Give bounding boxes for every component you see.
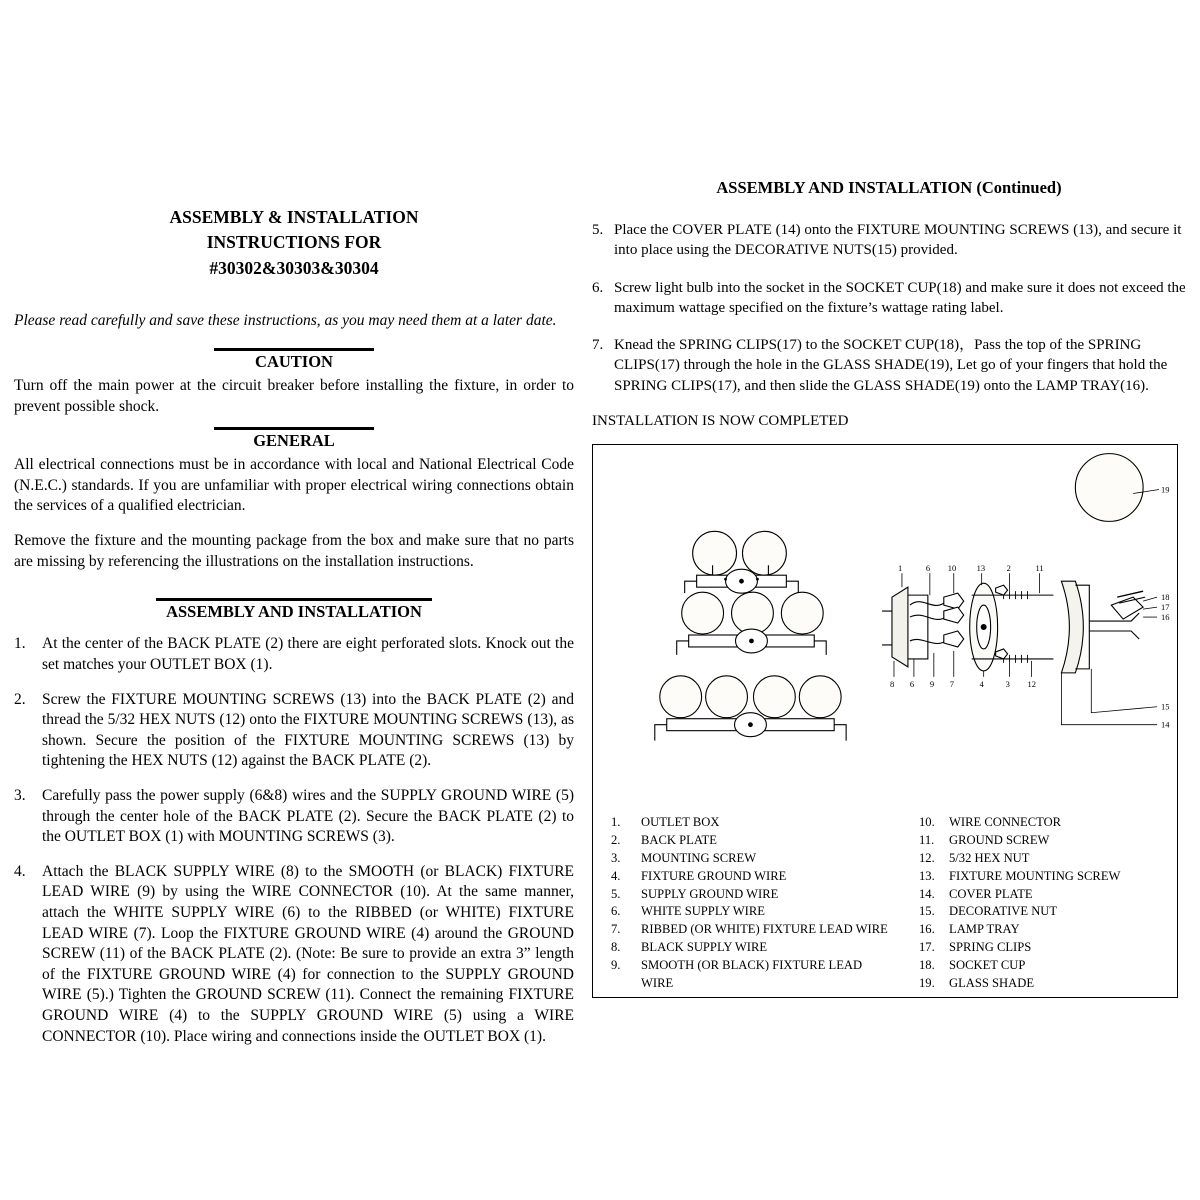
part-label: GROUND SCREW bbox=[949, 832, 1050, 847]
assembly-step bbox=[14, 862, 574, 1047]
fixture-diagram bbox=[593, 445, 1177, 825]
part-number: 4. bbox=[611, 868, 621, 883]
title-line-1: ASSEMBLY & INSTALLATION bbox=[169, 207, 419, 227]
right-column-title: ASSEMBLY AND INSTALLATION (Continued) bbox=[716, 178, 1062, 197]
step-number: 6. bbox=[592, 279, 604, 296]
step-number: 1. bbox=[14, 635, 26, 653]
left-column bbox=[14, 205, 574, 1061]
part-label: BLACK SUPPLY WIRE bbox=[641, 940, 768, 955]
exploded-assembly-view bbox=[882, 454, 1159, 725]
caution-heading-text: CAUTION bbox=[255, 352, 333, 372]
callout-2: 2 bbox=[1006, 563, 1011, 574]
part-number: 6. bbox=[611, 904, 621, 919]
parts-legend bbox=[593, 814, 1177, 989]
intro-note: Please read carefully and save these instructions, as you may need them at a later date. bbox=[14, 312, 557, 330]
continued-step bbox=[592, 278, 1186, 319]
part-number: 9. bbox=[611, 958, 621, 972]
step-text: Screw the FIXTURE MOUNTING SCREWS (13) into the BACK PLATE (2) and thread the 5/32 HEX NUTS (12) onto the FIXTURE MOUNTING SCREWS (13), as shown. Secure the position of the FIXTURE MOUNTING SCREWS (13) by tightening the HEX NUTS (12) against the BACK PLATE (2). bbox=[42, 690, 574, 770]
title-line-2: INSTRUCTIONS FOR bbox=[206, 232, 382, 253]
part-label: RIBBED (OR WHITE) FIXTURE LEAD WIRE bbox=[641, 922, 888, 937]
callout-1: 1 bbox=[897, 563, 903, 574]
part-number: 10. bbox=[919, 815, 935, 829]
part-item bbox=[919, 903, 1173, 921]
step-text: Screw light bulb into the socket in the SOCKET CUP(18) and make sure it does not exceed the maximum wattage specified on the fixture’s wattage rating label. bbox=[614, 279, 1186, 316]
step-number: 4. bbox=[14, 862, 26, 880]
part-item-continuation bbox=[611, 975, 911, 993]
step-text: Attach the BLACK SUPPLY WIRE (8) to the SMOOTH (or BLACK) FIXTURE LEAD WIRE (9) by using the WIRE CONNECTOR (10). At the same manner, attach the WHITE SUPPLY WIRE (6) to the RIBBED (or WHITE) FIXTURE LEAD WIRE (7). Loop the FIXTURE GROUND WIRE (4) around the GROUND SCREW (11) of the BACK PLATE (2). (Note: Be sure to provide an extra 3” length of the FIXTURE GROUND WIRE (4) for connection to the SUPPLY GROUND WIRE (5).) Tighten the GROUND SCREW (11). Connect the remaining FIXTURE GROUND WIRE (4) to the SUPPLY GROUND WIRE (5) using a WIRE CONNECTOR (10). Place wiring and connections inside the OUTLET BOX (1). bbox=[42, 862, 574, 1045]
part-number: 13. bbox=[919, 868, 935, 883]
callout-18: 18 bbox=[1161, 592, 1170, 603]
assembly-step bbox=[14, 786, 574, 848]
part-number: 1. bbox=[611, 815, 621, 829]
callout-7: 7 bbox=[949, 678, 955, 689]
title-line-3: #30302&30303&30304 bbox=[209, 257, 379, 278]
part-number: 8. bbox=[611, 940, 621, 955]
step-number: 3. bbox=[14, 786, 26, 804]
part-label: FIXTURE GROUND WIRE bbox=[641, 868, 787, 883]
part-label: LAMP TRAY bbox=[949, 922, 1020, 937]
document-title bbox=[14, 205, 574, 281]
part-number: 19. bbox=[919, 975, 935, 990]
part-number: 14. bbox=[919, 886, 935, 901]
callout-10: 10 bbox=[947, 563, 957, 574]
part-item bbox=[611, 850, 911, 868]
step-number: 7. bbox=[592, 337, 604, 353]
assembly-step-list bbox=[14, 634, 574, 1047]
part-item bbox=[919, 886, 1173, 904]
part-label: SMOOTH (OR BLACK) FIXTURE LEAD bbox=[641, 958, 863, 972]
continued-step bbox=[592, 220, 1186, 261]
part-item bbox=[611, 886, 911, 904]
step-text: At the center of the BACK PLATE (2) there are eight perforated slots. Knock out the set matches your OUTLET BOX (1). bbox=[42, 635, 574, 673]
part-item bbox=[611, 939, 911, 957]
installation-completed-text: INSTALLATION IS NOW COMPLETED bbox=[592, 412, 849, 429]
parts-legend-left bbox=[611, 814, 911, 993]
part-item bbox=[611, 903, 911, 921]
callout-12: 12 bbox=[1027, 678, 1036, 689]
part-label: SOCKET CUP bbox=[949, 958, 1026, 972]
step-text: Carefully pass the power supply (6&8) wires and the SUPPLY GROUND WIRE (5) through the center hole of the BACK PLATE (2). Secure the BACK PLATE (2) to the OUTLET BOX (1) with MOUNTING SCREWS (3). bbox=[42, 786, 574, 846]
two-light-fixture-view bbox=[685, 531, 799, 593]
callout-15: 15 bbox=[1161, 701, 1170, 712]
caution-text: Turn off the main power at the circuit breaker before installing the fixture, in order to prevent possible shock. bbox=[14, 377, 574, 415]
callout-19: 19 bbox=[1161, 484, 1170, 495]
right-column bbox=[592, 178, 1186, 440]
part-item bbox=[919, 868, 1173, 886]
part-item bbox=[611, 957, 911, 975]
part-item bbox=[919, 939, 1173, 957]
part-label: WIRE bbox=[641, 975, 674, 990]
part-number: 7. bbox=[611, 922, 621, 937]
part-label: COVER PLATE bbox=[949, 886, 1033, 901]
part-label: MOUNTING SCREW bbox=[641, 850, 757, 865]
general-rule bbox=[214, 427, 374, 430]
part-item bbox=[611, 832, 911, 850]
part-item bbox=[919, 850, 1173, 868]
part-number: 18. bbox=[919, 958, 935, 972]
part-item bbox=[919, 921, 1173, 939]
parts-legend-right bbox=[919, 814, 1173, 993]
assembly-rule bbox=[156, 598, 432, 601]
part-label: OUTLET BOX bbox=[641, 815, 720, 829]
part-number: 2. bbox=[611, 832, 621, 847]
callout-6b: 6 bbox=[909, 678, 915, 689]
part-number: 17. bbox=[919, 940, 935, 955]
step-text: Knead the SPRING CLIPS(17) to the SOCKET CUP(18)，Pass the top of the SPRING CLIPS(17) through the hole in the GLASS SHADE(19), Let go of your fingers that hold the SPRING CLIPS(17), and then slide the GLASS SHADE(19) onto the LAMP TRAY(16). bbox=[614, 337, 1168, 394]
general-heading bbox=[14, 427, 574, 451]
part-number: 16. bbox=[919, 922, 935, 937]
part-number: 3. bbox=[611, 850, 621, 865]
part-item bbox=[611, 814, 911, 832]
assembly-step bbox=[14, 690, 574, 772]
part-number: 15. bbox=[919, 904, 935, 919]
part-number: 5. bbox=[611, 886, 621, 901]
continued-step bbox=[592, 335, 1186, 396]
callout-13: 13 bbox=[976, 563, 986, 574]
callout-14: 14 bbox=[1161, 719, 1170, 730]
part-item bbox=[611, 921, 911, 939]
callout-3: 3 bbox=[1005, 678, 1010, 689]
continued-step-list bbox=[592, 220, 1186, 396]
assembly-step bbox=[14, 634, 574, 675]
part-item bbox=[919, 814, 1173, 832]
assembly-heading-text: ASSEMBLY AND INSTALLATION bbox=[166, 602, 422, 622]
part-label: DECORATIVE NUT bbox=[949, 904, 1058, 919]
part-label: WIRE CONNECTOR bbox=[949, 815, 1062, 829]
step-number: 2. bbox=[14, 690, 26, 708]
figure-box bbox=[592, 444, 1178, 998]
part-label: BACK PLATE bbox=[641, 832, 717, 847]
caution-rule bbox=[214, 348, 374, 351]
caution-heading bbox=[14, 348, 574, 372]
general-text-1: All electrical connections must be in accordance with local and National Electrical Code (N.E.C.) standards. If you are unfamiliar with proper electrical wiring connections obtain the services of a qualified electrician. bbox=[14, 456, 574, 515]
part-item bbox=[919, 957, 1173, 975]
part-number: 11. bbox=[919, 832, 935, 847]
single-light-fixture-view bbox=[677, 592, 826, 655]
part-label: FIXTURE MOUNTING SCREW bbox=[949, 868, 1121, 883]
four-light-fixture-view bbox=[655, 676, 846, 741]
part-item bbox=[919, 832, 1173, 850]
part-item bbox=[611, 868, 911, 886]
part-number: 12. bbox=[919, 850, 935, 865]
part-label: SPRING CLIPS bbox=[949, 940, 1032, 955]
callout-16: 16 bbox=[1161, 612, 1170, 623]
general-text-2: Remove the fixture and the mounting package from the box and make sure that no parts are missing by referencing the illustrations on the installation instructions. bbox=[14, 532, 574, 570]
general-heading-text: GENERAL bbox=[253, 431, 335, 451]
callout-6: 6 bbox=[925, 563, 931, 574]
assembly-heading bbox=[14, 598, 574, 622]
step-text: Place the COVER PLATE (14) onto the FIXTURE MOUNTING SCREWS (13), and secure it into place using the DECORATIVE NUTS(15) provided. bbox=[614, 222, 1182, 259]
callout-9: 9 bbox=[929, 678, 935, 689]
callout-17: 17 bbox=[1161, 602, 1170, 613]
part-label: WHITE SUPPLY WIRE bbox=[641, 904, 765, 919]
part-label: GLASS SHADE bbox=[949, 975, 1035, 990]
step-number: 5. bbox=[592, 222, 604, 238]
callout-11: 11 bbox=[1035, 563, 1044, 574]
callout-4: 4 bbox=[979, 678, 984, 689]
part-item bbox=[919, 975, 1173, 993]
callout-8: 8 bbox=[889, 678, 895, 689]
part-label: 5/32 HEX NUT bbox=[949, 850, 1030, 865]
part-label: SUPPLY GROUND WIRE bbox=[641, 886, 779, 901]
